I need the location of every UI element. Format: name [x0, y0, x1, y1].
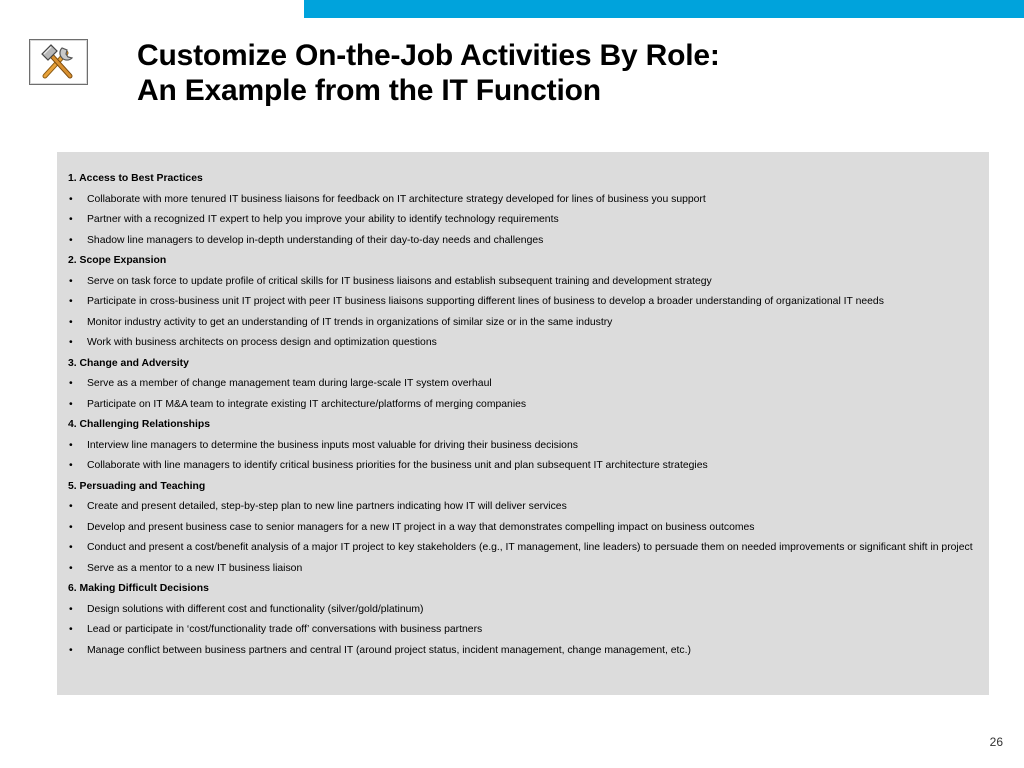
- activity-bullet: [68, 193, 979, 207]
- bullet-marker: •: [69, 296, 73, 307]
- section-heading: 4. Challenging Relationships: [68, 419, 211, 430]
- activity-text: Participate on IT M&A team to integrate existing IT architecture/platforms of merging companies: [87, 398, 527, 410]
- activity-text: Work with business architects on process design and optimization questions: [87, 337, 437, 348]
- title-line-1: Customize On-the-Job Activities By Role:: [137, 39, 720, 72]
- activity-text: Shadow line managers to develop in-depth understanding of their day-to-day needs and challenges: [87, 234, 544, 246]
- activity-bullet: [68, 377, 979, 391]
- activity-text: Lead or participate in ‘cost/functionality trade off’ conversations with business partners: [87, 624, 483, 635]
- bullet-marker: •: [69, 521, 73, 533]
- activity-text: Partner with a recognized IT expert to help you improve your ability to identify technology requirements: [87, 214, 559, 225]
- bullet-marker: •: [69, 460, 73, 471]
- activity-bullet: [68, 500, 979, 514]
- activity-bullet: [68, 644, 979, 658]
- bullet-marker: •: [69, 234, 73, 246]
- activity-text: Create and present detailed, step-by-step plan to new line partners indicating how IT will deliver services: [87, 501, 567, 512]
- bullet-marker: •: [69, 398, 73, 410]
- bullet-marker: •: [69, 316, 73, 328]
- activity-text: Manage conflict between business partners and central IT (around project status, incident management, change management, etc.): [87, 644, 691, 656]
- bullet-marker: •: [69, 542, 73, 553]
- activity-text: Develop and present business case to senior managers for a new IT project in a way that demonstrates compelling impact on business outcomes: [87, 521, 755, 533]
- activity-text: Conduct and present a cost/benefit analysis of a major IT project to key stakeholders (e.g., IT management, line leaders) to persuade them on needed improvements or significant shift in project: [87, 542, 973, 553]
- bullet-marker: •: [69, 214, 73, 225]
- activity-text: Design solutions with different cost and functionality (silver/gold/platinum): [87, 603, 424, 615]
- activity-text: Collaborate with more tenured IT business liaisons for feedback on IT architecture strategy developed for lines of business you support: [87, 193, 706, 205]
- activity-bullet: [68, 603, 979, 617]
- activity-bullet: [68, 623, 979, 637]
- section-heading: 2. Scope Expansion: [68, 255, 167, 266]
- activity-text: Monitor industry activity to get an understanding of IT trends in organizations of similar size or in the same industry: [87, 316, 613, 328]
- bullet-marker: •: [69, 624, 73, 635]
- bullet-marker: •: [69, 275, 73, 287]
- activity-bullet: [68, 234, 979, 248]
- slide-title: [137, 38, 720, 108]
- bullet-marker: •: [69, 644, 73, 656]
- section-heading: 3. Change and Adversity: [68, 357, 189, 369]
- activity-bullet: [68, 336, 979, 350]
- section-heading: 6. Making Difficult Decisions: [68, 583, 209, 594]
- activity-bullet: [68, 521, 979, 535]
- hammer-wrench-tools-icon: [36, 42, 80, 82]
- activity-text: Serve on task force to update profile of critical skills for IT business liaisons and establish subsequent training and development strategy: [87, 275, 712, 287]
- tools-icon-box: [29, 39, 88, 85]
- activities-list: [68, 172, 979, 658]
- activities-panel: [57, 152, 989, 695]
- activity-text: Collaborate with line managers to identify critical business priorities for the business unit and plan subsequent IT architecture strategies: [87, 460, 708, 471]
- bullet-marker: •: [69, 562, 73, 574]
- title-line-2: An Example from the IT Function: [137, 74, 601, 107]
- activity-bullet: [68, 541, 979, 555]
- activity-bullet: [68, 213, 979, 227]
- section-heading: 5. Persuading and Teaching: [68, 480, 206, 492]
- bullet-marker: •: [69, 603, 73, 615]
- section-heading: 1. Access to Best Practices: [68, 173, 203, 184]
- activity-text: Interview line managers to determine the business inputs most valuable for driving their business decisions: [87, 439, 578, 451]
- bullet-marker: •: [69, 337, 73, 348]
- activity-text: Serve as a member of change management team during large-scale IT system overhaul: [87, 378, 492, 389]
- activity-bullet: [68, 295, 979, 309]
- activity-bullet: [68, 398, 979, 412]
- bullet-marker: •: [69, 439, 73, 451]
- activity-bullet: [68, 459, 979, 473]
- activity-text: Serve as a mentor to a new IT business liaison: [87, 562, 303, 574]
- bullet-marker: •: [69, 193, 73, 205]
- activity-bullet: [68, 439, 979, 453]
- activity-bullet: [68, 316, 979, 330]
- activity-bullet: [68, 562, 979, 576]
- page-number: 26: [989, 735, 1003, 749]
- activity-text: Participate in cross-business unit IT project with peer IT business liaisons supporting different lines of business to develop a broader understanding of organizational IT needs: [87, 296, 884, 307]
- top-accent-bar: [304, 0, 1024, 18]
- bullet-marker: •: [69, 378, 73, 389]
- activity-bullet: [68, 275, 979, 289]
- bullet-marker: •: [69, 501, 73, 512]
